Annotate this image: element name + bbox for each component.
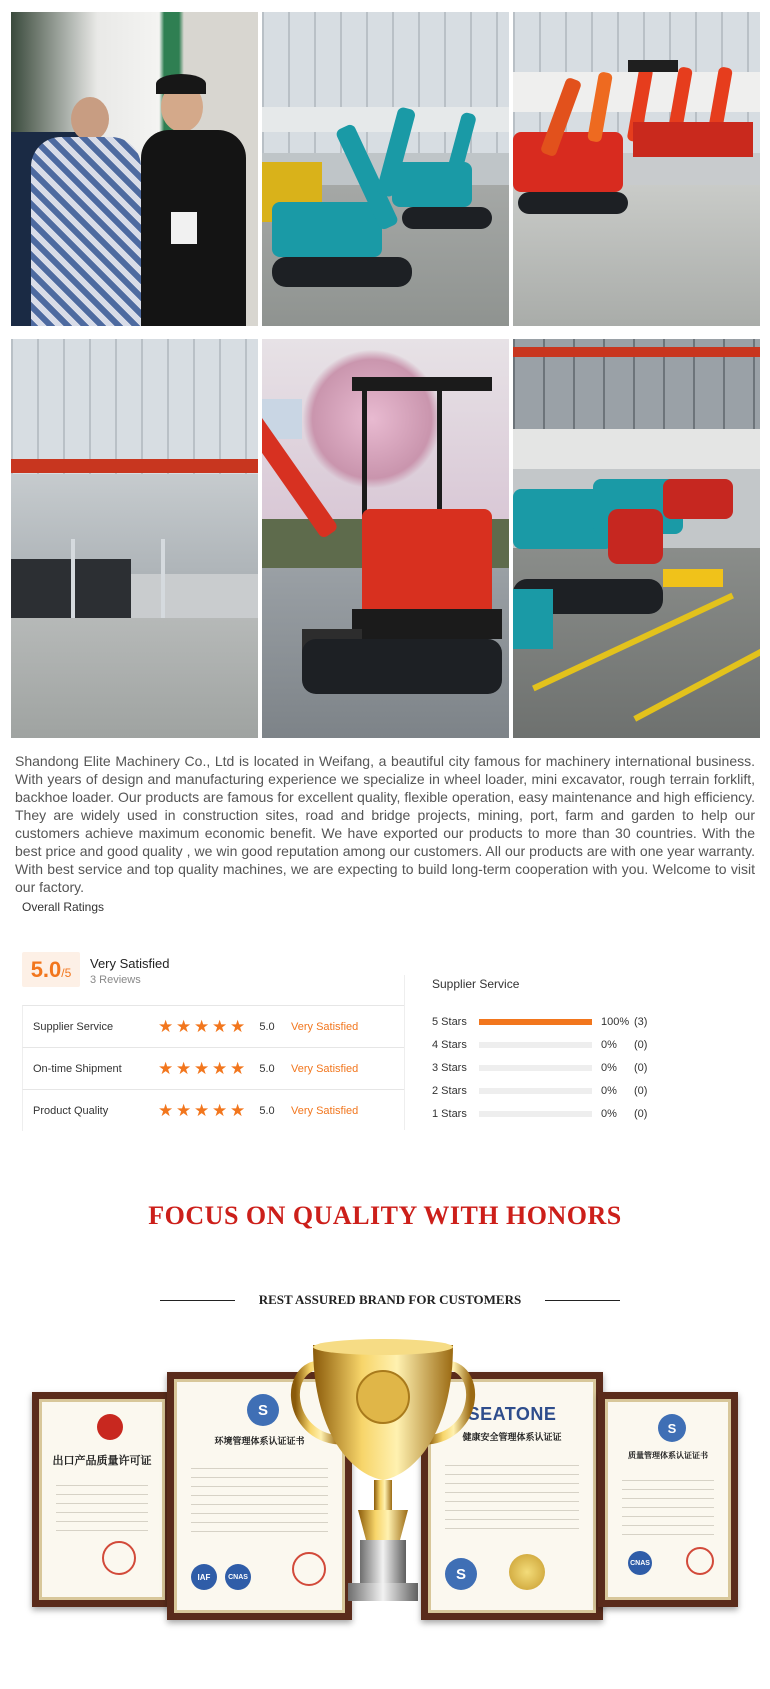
certificate-text-lines: [622, 1472, 714, 1537]
overall-score-max: /5: [61, 966, 72, 980]
company-description: Shandong Elite Machinery Co., Ltd is located in Weifang, a beautiful city famous for machinery international business. With years of design and manufacturing experience we specialize in wheel loader, mini excavator, rough terrain forklift, backhoe loader. Our products are famous for excellent quality, flexible operation, easy maintenance and high efficiency. They are widely used in construction sites, road and bridge projects, mining, port, farm and garden to help our customers achieve maximum economic benefit. We have exported our products to more than 30 countries. With the best price and good quality , we win good reputation among our customers. All our products are with one year warranty. With best service and top quality machines, we are expecting to build long-term cooperation with you. Welcome to visit our factory.: [15, 753, 755, 895]
overall-score-badge: [22, 952, 80, 987]
distribution-bar: [479, 1111, 592, 1117]
distribution-bar: [479, 1088, 592, 1094]
distribution-percent: 0%: [601, 1038, 617, 1051]
divider-line-right: [545, 1300, 620, 1301]
certification-logo-icon: S: [445, 1558, 477, 1590]
photo-factory-hall: [11, 339, 258, 738]
cnas-logo-icon: CNAS: [628, 1551, 652, 1575]
rating-verdict: Very Satisfied: [291, 1062, 359, 1075]
distribution-count: (0): [634, 1107, 648, 1120]
distribution-percent: 0%: [601, 1084, 617, 1097]
distribution-count: (0): [634, 1038, 648, 1051]
distribution-label: 5 Stars: [432, 1015, 467, 1028]
distribution-count: (0): [634, 1084, 648, 1097]
stamp-icon: [686, 1547, 714, 1575]
certification-logo-icon: S: [247, 1394, 279, 1426]
distribution-bar: [479, 1042, 592, 1048]
photo-red-excavator: [262, 339, 509, 738]
review-count: 3 Reviews: [90, 974, 141, 986]
certificate-text-lines: [56, 1477, 148, 1537]
stamp-icon: [102, 1541, 136, 1575]
certificate-export-license: [32, 1392, 172, 1607]
ratings-divider: [404, 975, 405, 1130]
gold-seal-icon: [509, 1554, 545, 1590]
star-icon: ★: [194, 1016, 210, 1037]
rating-verdict: Very Satisfied: [291, 1020, 359, 1033]
photo-gallery: [11, 12, 760, 738]
certificate-heading: 环境管理体系认证证书: [214, 1437, 305, 1447]
distribution-label: 4 Stars: [432, 1038, 467, 1051]
star-icon: ★: [176, 1016, 192, 1037]
distribution-bar-fill: [479, 1019, 592, 1025]
honors-subtitle-block: [160, 1290, 620, 1310]
distribution-row: [432, 1056, 732, 1079]
star-icon: ★: [230, 1058, 246, 1079]
star-icon: ★: [194, 1058, 210, 1079]
distribution-label: 2 Stars: [432, 1084, 467, 1097]
overall-verdict: Very Satisfied: [90, 956, 170, 971]
photo-teal-excavators: [262, 12, 509, 326]
rating-verdict: Very Satisfied: [291, 1104, 359, 1117]
rating-breakdown: [22, 1005, 404, 1131]
distribution-row: [432, 1079, 732, 1102]
certificate-heading: 出口产品质量许可证: [52, 1454, 152, 1467]
rating-row-supplier-service: [22, 1005, 404, 1047]
distribution-row: [432, 1102, 732, 1125]
star-icon: ★: [176, 1100, 192, 1121]
distribution-label: 1 Stars: [432, 1107, 467, 1120]
star-icon: ★: [158, 1016, 174, 1037]
certificate-quality: [598, 1392, 738, 1607]
photo-trade-show: [11, 12, 258, 326]
distribution-row: [432, 1010, 732, 1033]
star-icon: ★: [158, 1058, 174, 1079]
distribution-row: [432, 1033, 732, 1056]
certificate-heading: 健康安全管理体系认证证: [462, 1433, 562, 1443]
certification-logo-icon: S: [658, 1414, 686, 1442]
certificate-heading: 质量管理体系认证证书: [628, 1451, 708, 1460]
certificate-paper: [605, 1399, 731, 1600]
star-rating: [158, 1058, 251, 1079]
honors-title: FOCUS ON QUALITY WITH HONORS: [148, 1201, 622, 1230]
distribution-label: 3 Stars: [432, 1061, 467, 1074]
distribution-percent: 0%: [601, 1107, 617, 1120]
star-distribution: [432, 1010, 732, 1125]
distribution-percent: 0%: [601, 1061, 617, 1074]
distribution-count: (0): [634, 1061, 648, 1074]
distribution-count: (3): [634, 1015, 648, 1028]
star-icon: ★: [212, 1058, 228, 1079]
overall-score: 5.0: [30, 957, 62, 982]
honors-subtitle: REST ASSURED BRAND FOR CUSTOMERS: [258, 1292, 522, 1307]
cnas-logo-icon: CNAS: [225, 1564, 251, 1590]
star-icon: ★: [230, 1100, 246, 1121]
star-icon: ★: [158, 1100, 174, 1121]
iaf-logo-icon: IAF: [191, 1564, 217, 1590]
star-icon: ★: [194, 1100, 210, 1121]
overall-ratings-title: Overall Ratings: [22, 900, 105, 914]
rating-label: On-time Shipment: [33, 1062, 122, 1075]
rating-label: Product Quality: [33, 1104, 109, 1117]
star-icon: ★: [212, 1100, 228, 1121]
trophy-icon: [288, 1325, 478, 1625]
star-icon: ★: [212, 1016, 228, 1037]
distribution-bar: [479, 1019, 592, 1025]
rating-score: 5.0: [259, 1104, 275, 1117]
star-icon: ★: [230, 1016, 246, 1037]
distribution-title: Supplier Service: [432, 977, 520, 991]
emblem-icon: [97, 1414, 123, 1440]
distribution-percent: 100%: [601, 1015, 630, 1028]
star-rating: [158, 1016, 251, 1037]
star-icon: ★: [176, 1058, 192, 1079]
rating-row-on-time-shipment: [22, 1047, 404, 1089]
seatone-logo: SEATONE: [467, 1404, 557, 1424]
rating-label: Supplier Service: [33, 1020, 114, 1033]
rating-row-product-quality: [22, 1089, 404, 1131]
certificate-paper: [39, 1399, 165, 1600]
photo-red-excavators: [513, 12, 760, 326]
photo-assembly-line: [513, 339, 760, 738]
rating-score: 5.0: [259, 1062, 275, 1075]
distribution-bar: [479, 1065, 592, 1071]
rating-score: 5.0: [259, 1020, 275, 1033]
star-rating: [158, 1100, 251, 1121]
